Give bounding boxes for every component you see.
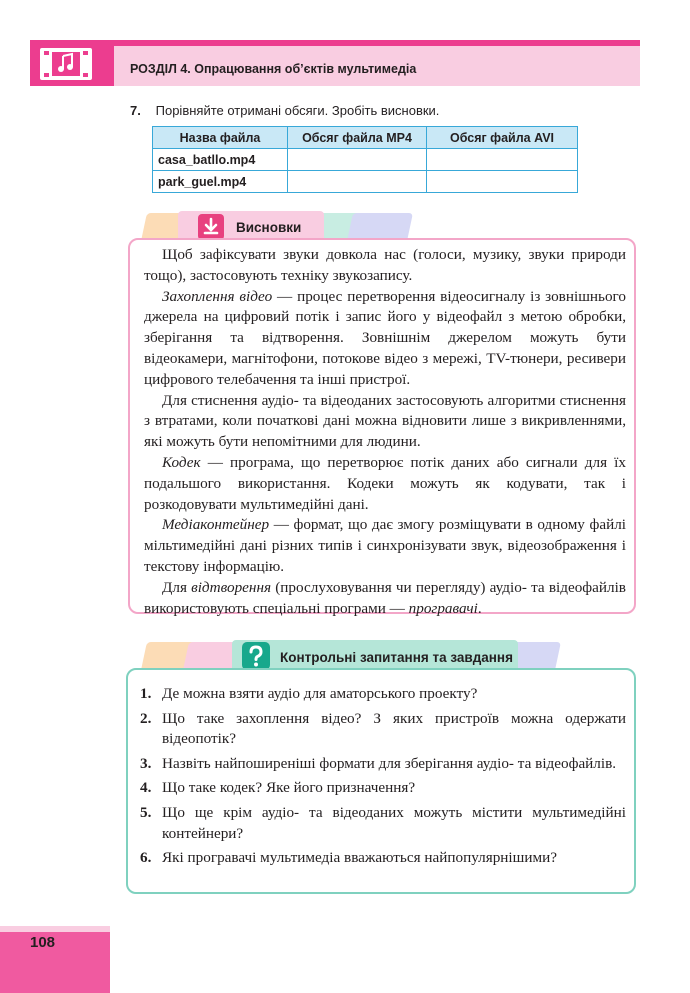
question-text: Назвіть найпоширеніші формати для зберігання аудіо- та відеофайлів. [162,754,617,772]
question-number: 2. [140,709,152,727]
question-number: 5. [140,803,152,821]
table-row [153,149,578,171]
decorative-tab [347,213,413,241]
term: Захоплення відео [162,287,273,305]
table-cell-filename: park_guel.mp4 [153,171,288,193]
file-size-table [152,126,578,193]
list-item [140,803,626,844]
question-number: 4. [140,779,152,797]
text-fragment: . [477,599,482,617]
list-item [140,778,626,799]
conclusion-paragraph [144,578,626,620]
download-icon [198,214,224,240]
task-7 [130,103,439,118]
table-header-cell: Обсяг файла AVI [427,127,578,149]
question-text: Що таке захоплення відео? З яких пристроїв можна одержати відеопотік? [162,709,626,748]
page-number: 108 [30,934,56,951]
text-fragment: Для [162,578,192,596]
term: Кодек [162,453,201,471]
question-number: 3. [140,754,152,772]
question-icon [242,642,270,670]
questions-title: Контрольні запитання та завдання [280,650,513,665]
question-number: 1. [140,685,152,702]
list-item [140,848,626,869]
chapter-header-accent-line [30,40,640,46]
table-cell-filename: casa_batllo.mp4 [153,149,288,171]
question-text: Де можна взяти аудіо для аматорського проекту? [162,685,478,702]
definition: — формат, що дає змогу розміщувати в одному файлі мільтимедійні дані різних типів і синхронізувати звук, відеозображення і текстову інформацію. [144,516,626,575]
table-cell-avi [427,171,578,193]
term: відтворення [191,578,272,596]
conclusion-paragraph [144,287,626,391]
conclusion-paragraph: Щоб зафіксувати звуки довкола нас (голоси, музику, звуки природи тощо), застосовують техніку звукозапису. [144,246,626,284]
table-cell-mp4 [288,149,427,171]
table-cell-mp4 [288,171,427,193]
list-item [140,709,626,750]
question-number: 6. [140,849,152,867]
conclusion-paragraph: Для стиснення аудіо- та відеоданих застосовують алгоритми стиснення з втратами, коли початкові дані можна відновити лише з викривленнями, які можуть бути непомітними для людини. [144,391,626,451]
definition: — процес перетворення відеосигналу із зовнішнього джерела на цифровий потік і запис його у відеофайл з метою обробки, зберігання та відтворення. Зовнішнім джерелом можуть бути відеокамери, магнітофони, потокове відео з мережі, TV-тюнери, ресивери цифрового телебачення та інші пристрої. [144,287,626,388]
conclusions-text [144,245,626,619]
text-fragment: (прослуховування чи перегляду) аудіо- та відеофайлів використовують спеціальні програми — [144,578,626,617]
table-row [153,171,578,193]
conclusion-paragraph [144,515,626,577]
term: Медіаконтейнер [162,516,270,534]
term: програвачі [408,599,478,617]
multimedia-film-icon [30,40,114,86]
list-item [140,754,626,775]
table-header-cell: Назва файла [153,127,288,149]
question-text: Що ще крім аудіо- та відеоданих можуть містити мультимедійні контейнери? [162,803,626,842]
table-header-cell: Обсяг файла MP4 [288,127,427,149]
definition: — програма, що перетворює потік даних або сигнали для їх подальшого використання. Кодеки можуть як кодувати, так і розкодовувати мультимедійні дані. [144,453,626,513]
conclusion-paragraph [144,453,626,515]
list-item [140,684,626,705]
conclusions-title: Висновки [236,220,302,235]
chapter-title: РОЗДІЛ 4. Опрацювання об’єктів мультимедіа [130,62,417,76]
questions-list [140,684,626,873]
table-cell-avi [427,149,578,171]
question-text: Що таке кодек? Яке його призначення? [162,779,416,797]
task-7-number: 7. [130,103,141,118]
question-text: Які програвачі мультимедіа вважаються найпопулярнішими? [162,849,557,867]
task-7-text: Порівняйте отримані обсяги. Зробіть висновки. [155,103,440,118]
table-header-row [153,127,578,149]
